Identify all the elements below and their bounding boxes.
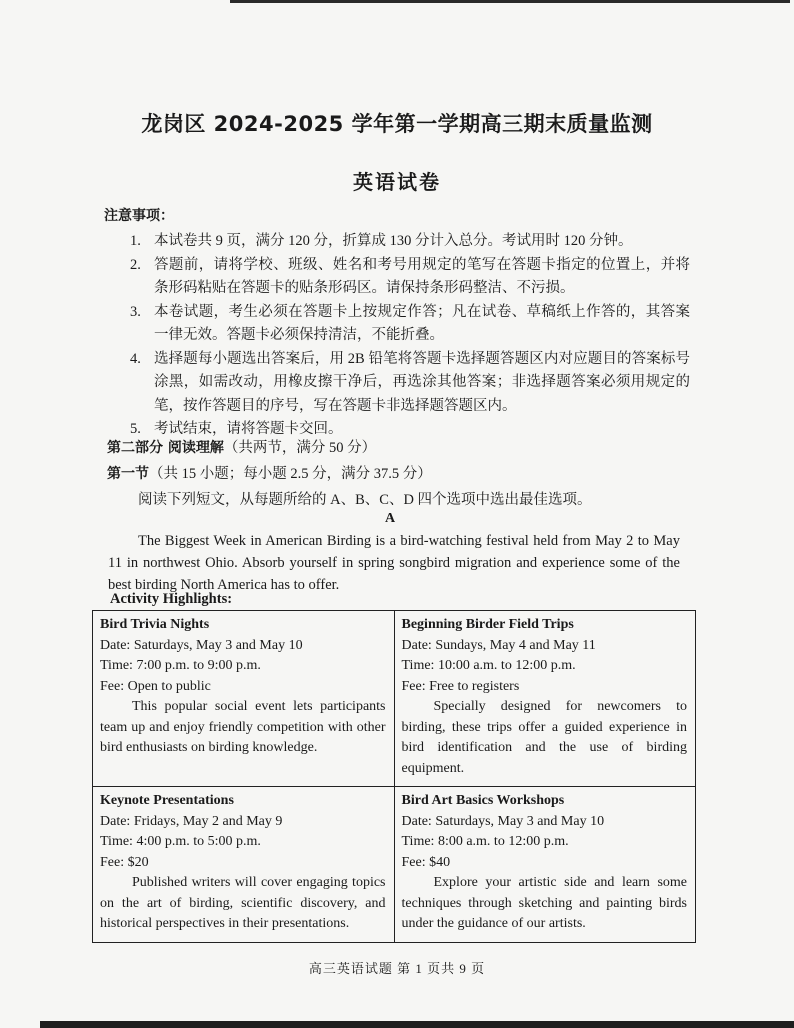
- passage-intro: The Biggest Week in American Birding is a bird-watching festival held from May 2 to May 11 in northwest Ohio. Absorb yourself in spring songbird migration and experience some of the best birding North America has to offer.: [108, 533, 680, 593]
- notice-number: 1.: [130, 233, 141, 249]
- table-row: [93, 787, 696, 943]
- activity-description: Explore your artistic side and learn some techniques through sketching and painting birds under the guidance of our artists.: [401, 875, 687, 932]
- activity-description: Published writers will cover engaging topics on the art of birding, scientific discovery, and historical perspectives in their presentations.: [100, 875, 386, 932]
- notice-text: 本卷试题，考生必须在答题卡上按规定作答；凡在试卷、草稿纸上作答的，其答案一律无效。答题卡必须保持清洁，不能折叠。: [154, 303, 690, 343]
- part2-note: （共两节，满分 50 分）: [223, 440, 377, 456]
- notice-number: 4.: [130, 350, 141, 367]
- passage-letter: A: [385, 511, 396, 526]
- notice-text: 答题前，请将学校、班级、姓名和考号用规定的笔写在答题卡指定的位置上，并将条形码粘贴在答题卡的贴条形码区。请保持条形码整洁、不污损。: [154, 256, 690, 296]
- activity-fee: Fee: $20: [100, 854, 149, 870]
- activity-time: Time: 10:00 a.m. to 12:00 p.m.: [401, 658, 576, 673]
- activity-cell: [394, 787, 696, 943]
- notice-number: 3.: [130, 303, 141, 320]
- notice-item: [130, 301, 690, 348]
- activity-time: Time: 7:00 p.m. to 9:00 p.m.: [100, 658, 261, 673]
- exam-subtitle: 英语试卷: [353, 170, 441, 194]
- table-row: [93, 611, 696, 787]
- notices-list: [130, 230, 690, 442]
- activity-fee: Fee: Open to public: [100, 678, 211, 694]
- activity-time: Time: 8:00 a.m. to 12:00 p.m.: [401, 834, 569, 850]
- scan-edge-bottom: [40, 1021, 794, 1028]
- scan-edge-top: [230, 0, 790, 3]
- activity-highlights-heading: Activity Highlights:: [110, 591, 233, 607]
- notice-item: [130, 230, 690, 254]
- notices-heading: 注意事项：: [104, 208, 174, 224]
- notice-number: 5.: [130, 421, 141, 437]
- activity-date: Date: Sundays, May 4 and May 11: [401, 637, 596, 653]
- section1-note: （共 15 小题；每小题 2.5 分，满分 37.5 分）: [149, 466, 432, 482]
- activity-cell: [394, 611, 696, 787]
- activity-cell: [93, 787, 395, 943]
- activity-title: Keynote Presentations: [100, 793, 234, 809]
- notice-item: [130, 254, 690, 301]
- activity-date: Date: Saturdays, May 3 and May 10: [401, 813, 605, 829]
- activity-title: Beginning Birder Field Trips: [401, 617, 574, 632]
- notice-number: 2.: [130, 256, 141, 273]
- section1-label: 第一节: [107, 466, 149, 482]
- section1-heading: [107, 462, 432, 483]
- page-footer: 高三英语试题 第 1 页共 9 页: [308, 961, 486, 976]
- activity-table: [92, 610, 696, 943]
- activity-date: Date: Fridays, May 2 and May 9: [100, 813, 283, 829]
- notice-text: 本试卷共 9 页，满分 120 分，折算成 130 分计入总分。考试用时 120 分钟。: [154, 233, 633, 249]
- part2-label: 第二部分 阅读理解: [107, 440, 224, 456]
- reading-instruction: 阅读下列短文，从每题所给的 A、B、C、D 四个选项中选出最佳选项。: [138, 492, 592, 508]
- notice-text: 考试结束，请将答题卡交回。: [154, 421, 343, 437]
- activity-fee: Fee: $40: [401, 854, 451, 870]
- activity-description: Specially designed for newcomers to birding, these trips offer a guided experience in bird identification and the use of birding equipment.: [401, 699, 687, 776]
- activity-cell: [93, 611, 395, 787]
- activity-time: Time: 4:00 p.m. to 5:00 p.m.: [100, 834, 261, 850]
- activity-title: Bird Trivia Nights: [100, 617, 210, 632]
- notice-text: 选择题每小题选出答案后，用 2B 铅笔将答题卡选择题答题区内对应题目的答案标号涂黑，如需改动，用橡皮擦干净后，再选涂其他答案；非选择题答案必须用规定的笔，按作答题目的序号，写在答题卡非选择题答题区内。: [154, 350, 690, 414]
- activity-title: Bird Art Basics Workshops: [401, 793, 565, 809]
- exam-title: 龙岗区 2024-2025 学年第一学期高三期末质量监测: [141, 112, 653, 136]
- part2-heading: [107, 436, 376, 457]
- activity-date: Date: Saturdays, May 3 and May 10: [100, 637, 303, 653]
- activity-fee: Fee: Free to registers: [401, 678, 520, 694]
- activity-description: This popular social event lets participants team up and enjoy friendly competition with other bird enthusiasts on birding knowledge.: [100, 699, 386, 755]
- notice-item: [130, 348, 690, 419]
